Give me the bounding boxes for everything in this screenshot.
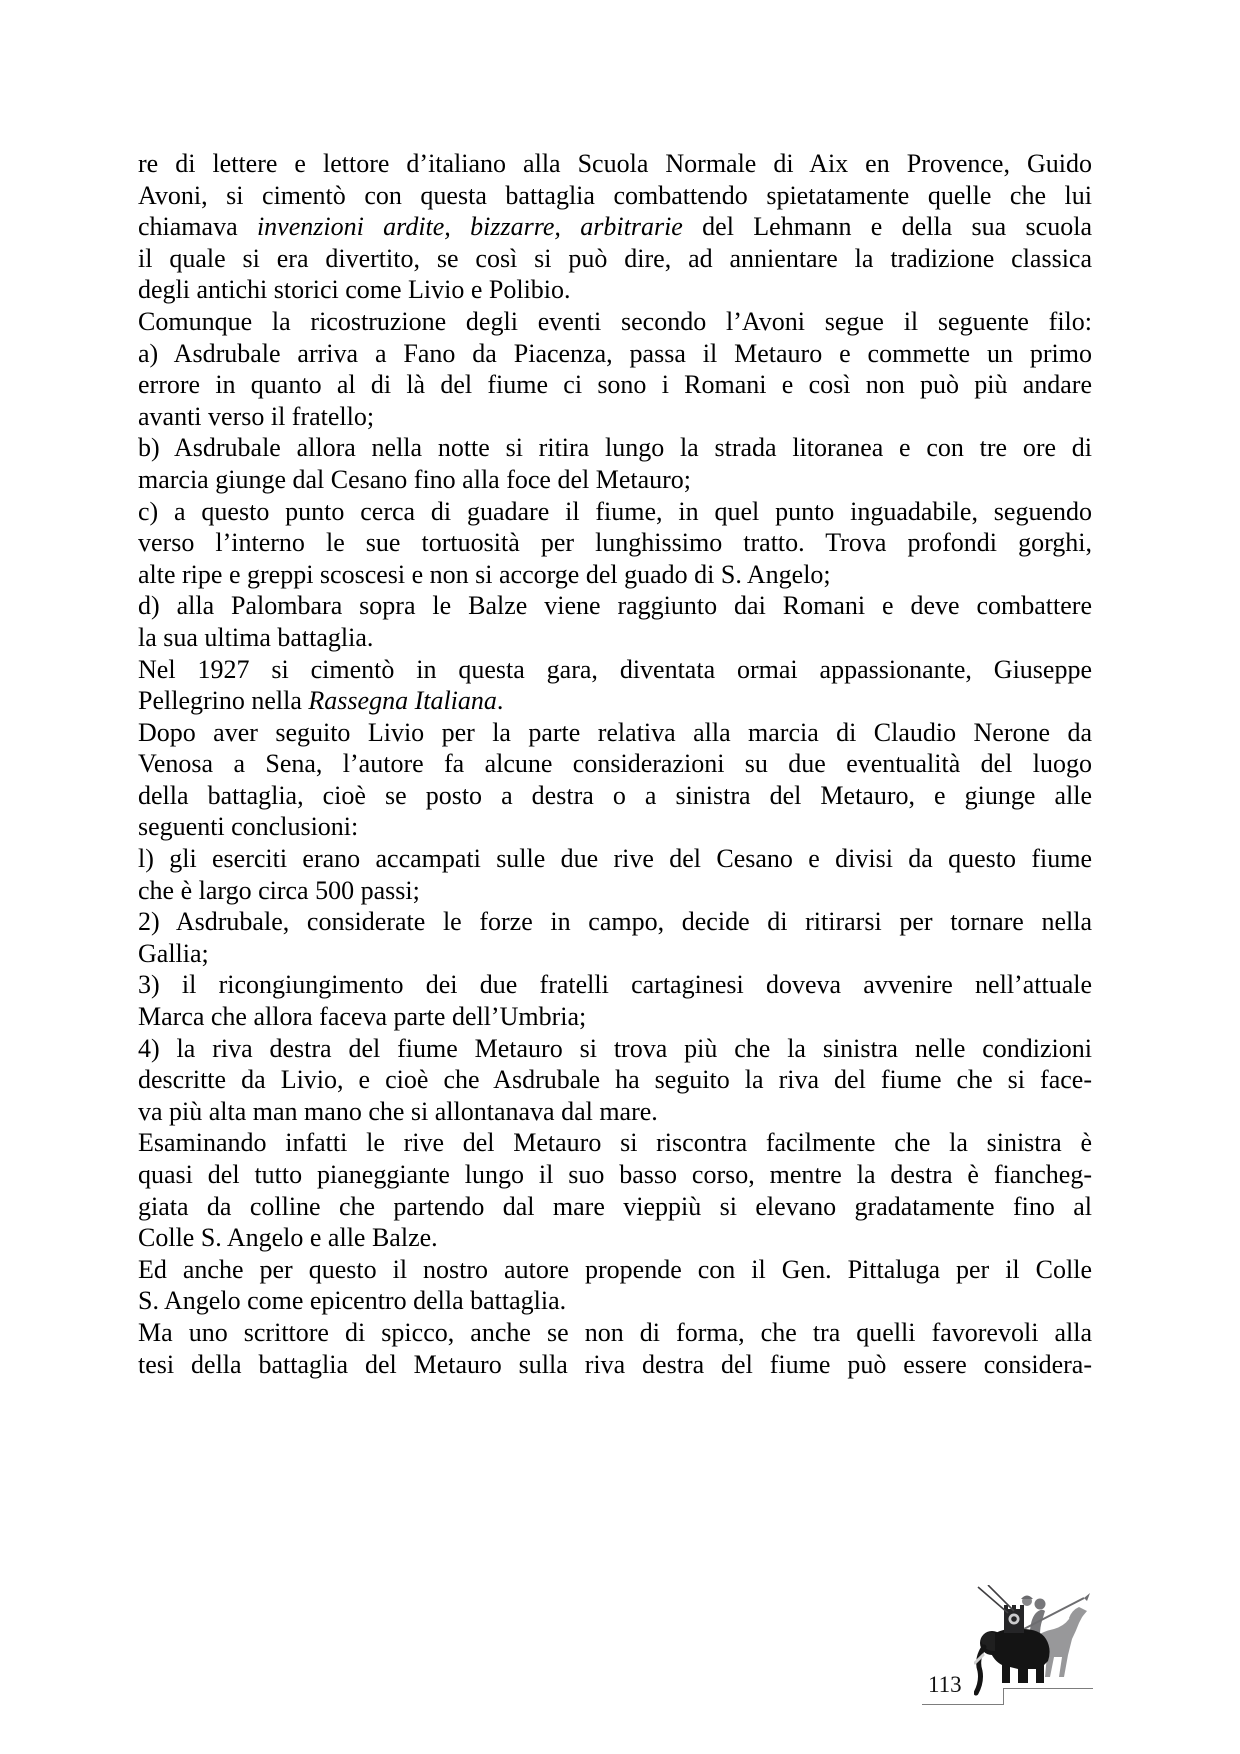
text-line: 4) la riva destra del fiume Metauro si trova più che la sinistra nelle condizioni — [138, 1033, 1092, 1063]
text-line: 2) Asdrubale, considerate le forze in campo, decide di ritirarsi per tornare nella — [138, 907, 1092, 937]
text-block — [138, 148, 1092, 1380]
text-line: c) a questo punto cerca di guadare il fiume, in quel punto inguadabile, seguendo — [138, 496, 1092, 526]
text-line: della battaglia, cioè se posto a destra o a sinistra del Metauro, e giunge alle — [138, 780, 1092, 810]
text-line: Dopo aver seguito Livio per la parte relativa alla marcia di Claudio Nerone da — [138, 717, 1092, 747]
text-line: seguenti conclusioni: — [138, 812, 359, 842]
text-line: degli antichi storici come Livio e Polibio. — [138, 275, 571, 305]
text-line: errore in quanto al di là del fiume ci sono i Romani e così non può più andare — [138, 370, 1092, 400]
text-line: che è largo circa 500 passi; — [138, 875, 420, 905]
howdah-tower-icon — [1004, 1605, 1024, 1633]
text-line: Ma uno scrittore di spicco, anche se non di forma, che tra quelli favorevoli alla — [138, 1317, 1092, 1347]
text-line: Gallia; — [138, 938, 209, 968]
javelin-icons — [978, 1585, 1014, 1613]
text-line: verso l’interno le sue tortuosità per lunghissimo tratto. Trova profondi gorghi, — [138, 528, 1092, 558]
text-line: Colle S. Angelo e alle Balze. — [138, 1223, 438, 1253]
text-line: l) gli eserciti erano accampati sulle due rive del Cesano e divisi da questo fiume — [138, 844, 1092, 874]
elephant-icon — [975, 1629, 1050, 1693]
text-line: il quale si era divertito, se così si può dire, ad annientare la tradizione classica — [138, 243, 1092, 273]
text-line: b) Asdrubale allora nella notte si ritira lungo la strada litoranea e con tre ore di — [138, 433, 1092, 463]
text-line: Nel 1927 si cimentò in questa gara, diventata ormai appassionante, Giuseppe — [138, 654, 1092, 684]
text-line: Pellegrino nella Rassegna Italiana. — [138, 686, 504, 716]
text-line: a) Asdrubale arriva a Fano da Piacenza, passa il Metauro e commette un primo — [138, 338, 1092, 368]
helmet-icon — [1021, 1596, 1033, 1600]
text-line: Esaminando infatti le rive del Metauro si riscontra facilmente che la sinistra è — [138, 1128, 1092, 1158]
text-line: S. Angelo come epicentro della battaglia. — [138, 1286, 567, 1316]
text-line: re di lettere e lettore d’italiano alla Scuola Normale di Aix en Provence, Guido — [138, 149, 1092, 178]
horse-rider-icon — [1030, 1599, 1046, 1636]
elephant-warrior-icon — [1021, 1596, 1033, 1607]
text-line: alte ripe e greppi scoscesi e non si accorge del guado di S. Angelo; — [138, 559, 831, 589]
stepped-rule-lower — [922, 1704, 1004, 1705]
text-line: 3) il ricongiungimento dei due fratelli cartaginesi doveva avvenire nell’attuale — [138, 970, 1092, 1000]
page-number: 113 — [928, 1672, 962, 1697]
text-line: giata da colline che partendo dal mare vieppiù si elevano gradatamente fino al — [138, 1191, 1092, 1221]
text-line: marcia giunge dal Cesano fino alla foce del Metauro; — [138, 464, 692, 494]
text-line: Marca che allora faceva parte dell’Umbria; — [138, 1002, 587, 1032]
text-line: Avoni, si cimentò con questa battaglia combattendo spietatamente quelle che lui — [138, 180, 1092, 210]
text-line: descritte da Livio, e cioè che Asdrubale ha seguito la riva del fiume che si face- — [138, 1065, 1092, 1095]
text-line: Ed anche per questo il nostro autore propende con il Gen. Pittaluga per il Colle — [138, 1254, 1092, 1284]
text-line: Comunque la ricostruzione degli eventi secondo l’Avoni segue il seguente filo: — [138, 306, 1092, 336]
text-line: Venosa a Sena, l’autore fa alcune considerazioni su due eventualità del luogo — [138, 749, 1092, 779]
text-line: la sua ultima battaglia. — [138, 622, 374, 652]
text-line: avanti verso il fratello; — [138, 401, 375, 431]
text-line: quasi del tutto pianeggiante lungo il suo basso corso, mentre la destra è fiancheg- — [138, 1160, 1092, 1189]
war-elephant-graphic — [974, 1585, 1094, 1700]
text-line: chiamava invenzioni ardite, bizzarre, arbitrarie del Lehmann e della sua scuola — [138, 212, 1092, 242]
text-line: tesi della battaglia del Metauro sulla riva destra del fiume può essere considera- — [138, 1349, 1092, 1379]
text-line: d) alla Palombara sopra le Balze viene raggiunto dai Romani e deve combattere — [138, 591, 1092, 621]
text-line: va più alta man mano che si allontanava dal mare. — [138, 1096, 658, 1126]
